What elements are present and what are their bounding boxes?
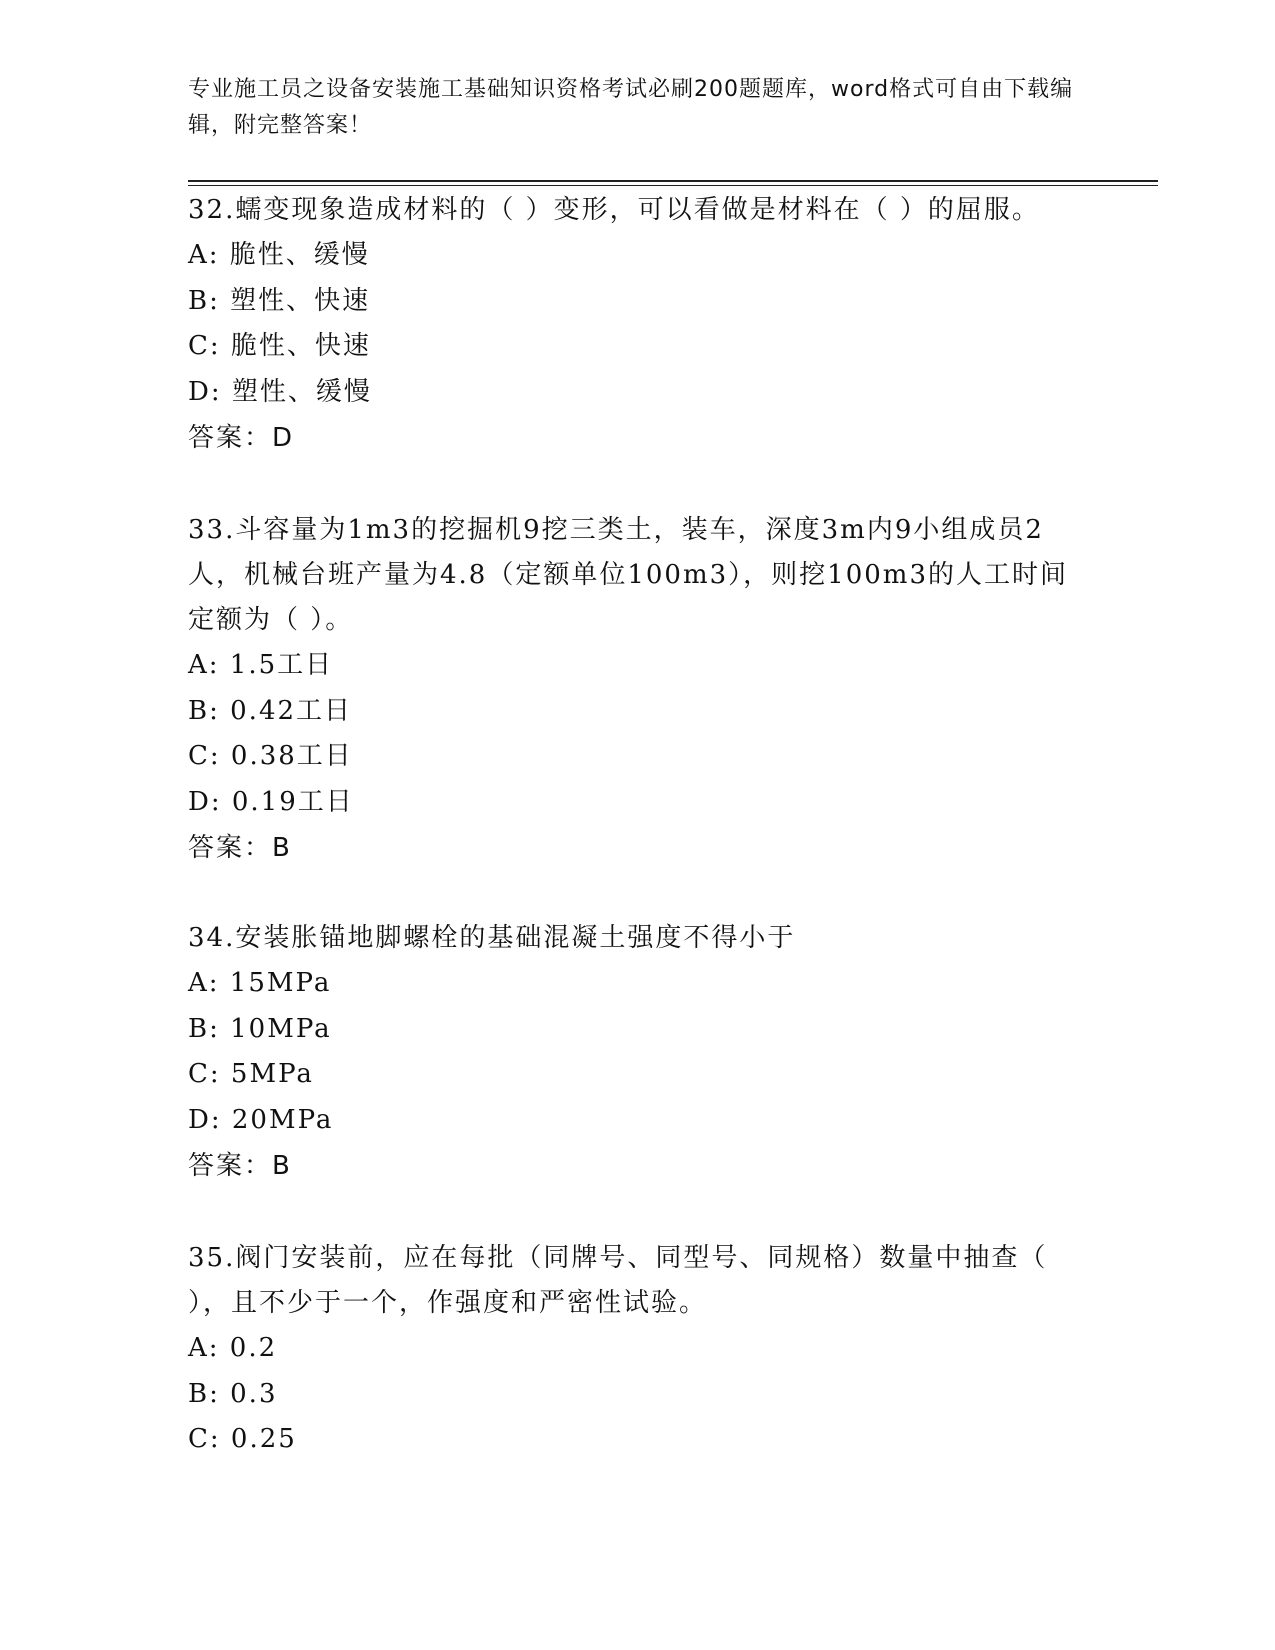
option-c: C: 5MPa xyxy=(188,1059,314,1089)
option-b: B: 塑性、快速 xyxy=(188,285,371,316)
option-a: A: 0.2 xyxy=(188,1333,278,1363)
document-header: 专业施工员之设备安装施工基础知识资格考试必刷200题题库，word格式可自由下载编辑，附完整答案！ xyxy=(188,77,1074,138)
option-c: C: 脆性、快速 xyxy=(188,331,371,361)
option-b: B: 0.42工日 xyxy=(188,695,353,726)
answer-label: 答案：B xyxy=(188,1151,292,1181)
header-divider-thick xyxy=(188,180,1158,182)
option-a: A: 1.5工日 xyxy=(188,650,334,680)
option-d: D: 0.19工日 xyxy=(188,786,354,817)
option-a: A: 脆性、缓慢 xyxy=(188,240,370,270)
option-a: A: 15MPa xyxy=(188,968,332,998)
question-block xyxy=(188,916,1088,1189)
option-d: D: 塑性、缓慢 xyxy=(188,376,372,407)
question-block xyxy=(188,508,1088,871)
answer-label: 答案：D xyxy=(188,423,295,453)
option-d: D: 20MPa xyxy=(188,1104,334,1135)
option-b: B: 0.3 xyxy=(188,1378,278,1409)
question-block xyxy=(188,188,1088,461)
header-divider-thin xyxy=(188,185,1158,186)
option-b: B: 10MPa xyxy=(188,1013,332,1044)
question-block xyxy=(188,1236,1088,1463)
option-c: C: 0.38工日 xyxy=(188,741,353,771)
question-text: 32.蠕变现象造成材料的（ ）变形，可以看做是材料在（ ）的屈服。 xyxy=(188,195,1040,225)
option-c: C: 0.25 xyxy=(188,1424,297,1454)
question-text: 35.阀门安装前，应在每批（同牌号、同型号、同规格）数量中抽查（ ），且不少于一个，作强度和严密性试验。 xyxy=(188,1243,1048,1318)
question-text: 33.斗容量为1m3的挖掘机9挖三类土，装车，深度3m内9小组成员2人，机械台班产量为4.8（定额单位100m3），则挖100m3的人工时间定额为（ ）。 xyxy=(188,515,1068,635)
answer-label: 答案：B xyxy=(188,833,292,863)
question-text: 34.安装胀锚地脚螺栓的基础混凝土强度不得小于 xyxy=(188,923,796,953)
